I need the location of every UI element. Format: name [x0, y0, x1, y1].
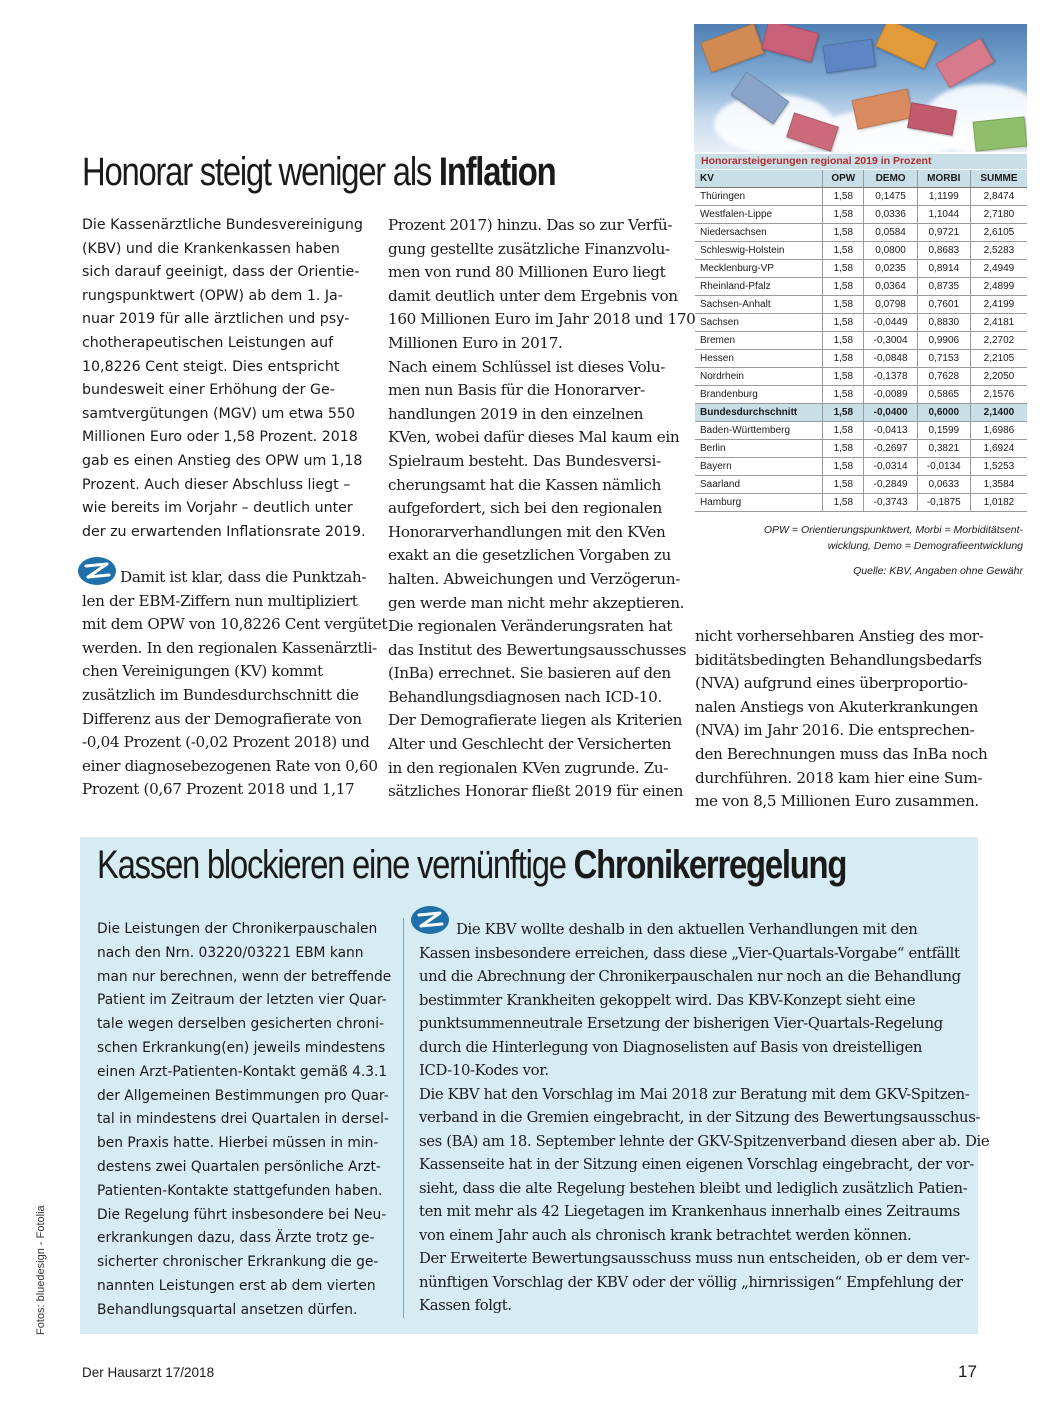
text-line: Der Demografierate liegen als Kriterien [388, 711, 683, 730]
table-row [695, 440, 1027, 458]
table-cell: 2,2050 [970, 368, 1027, 386]
table-cell: -0,0134 [917, 458, 970, 476]
table-row [695, 260, 1027, 278]
table-cell: Schleswig-Holstein [695, 242, 823, 260]
text-line: und die Abrechnung der Chronikerpauschalen nur noch an die Behandlung [419, 968, 961, 985]
text-line: ses (BA) am 18. September lehnte der GKV-Spitzenverband diesen aber ab. Die [419, 1132, 990, 1150]
table-cell: 2,2702 [970, 332, 1027, 350]
text-line: me von 8,5 Millionen Euro zusammen. [695, 792, 979, 811]
text-line: (NVA) aufgrund eines überproportio- [695, 674, 968, 693]
table-cell: 0,6000 [917, 404, 970, 422]
text-line: durchführen. 2018 kam hier eine Sum- [695, 768, 983, 787]
table-row [695, 386, 1027, 404]
text-line: ben Praxis hatte. Hierbei müssen in min- [97, 1135, 379, 1152]
text-line: gab es einen Anstieg des OPW um 1,18 [82, 452, 363, 469]
note-line: wicklung, Demo = Demografieentwicklung [827, 540, 1023, 552]
table-cell: 2,5283 [970, 242, 1027, 260]
table-cell: -0,1378 [864, 368, 917, 386]
text-line: nünftigen Vorschlag der KBV oder der völlig „hirnrissigen“ Empfehlung der [419, 1273, 963, 1291]
text-line: Die regionalen Veränderungsraten hat [388, 617, 673, 636]
text-line: sieht, dass die alte Regelung bestehen bleibt und lediglich zusätzlich Patien- [419, 1179, 968, 1197]
table-cell: -0,2697 [864, 440, 917, 458]
fee-increase-table [695, 170, 1027, 512]
text-line: Patient im Zeitraum der letzten vier Quar- [97, 992, 387, 1009]
table-cell: 1,58 [823, 386, 864, 404]
text-line: Die Kassenärztliche Bundesvereinigung [82, 217, 363, 233]
table-cell: 1,58 [823, 476, 864, 494]
text-line: (InBa) errechnet. Sie basieren auf den [388, 664, 671, 683]
text-line: mit dem OPW von 10,8226 Cent vergütet [82, 615, 388, 634]
table-cell: -0,0314 [864, 458, 917, 476]
table-cell: 0,8830 [917, 314, 970, 332]
table-cell: Westfalen-Lippe [695, 206, 823, 224]
footer-publication: Der Hausarzt 17/2018 [82, 1365, 215, 1380]
text-line: Behandlungsdiagnosen nach ICD-10. [388, 687, 662, 706]
table-row [695, 314, 1027, 332]
text-line: nicht vorhersehbaren Anstieg des mor- [695, 627, 984, 645]
text-line: men nun Basis für die Honorarver- [388, 381, 645, 400]
table-cell: 0,1475 [864, 188, 917, 206]
table-cell: 0,9906 [917, 332, 970, 350]
table-cell: 1,58 [823, 458, 864, 476]
note-line: OPW = Orientierungspunktwert, Morbi = Morbiditätsent- [763, 524, 1023, 536]
text-line: werden. In den regionalen Kassenärztli- [82, 638, 377, 657]
table-cell: 1,58 [823, 314, 864, 332]
box-col2 [419, 918, 989, 1318]
table-cell: 2,8474 [970, 188, 1027, 206]
table-cell: Mecklenburg-VP [695, 260, 823, 278]
table-row [695, 458, 1027, 476]
col1-intro [82, 214, 366, 544]
table-cell: 0,8683 [917, 242, 970, 260]
text-line: samtvergütungen (MGV) um etwa 550 [82, 405, 355, 422]
text-line: Millionen Euro oder 1,58 Prozent. 2018 [82, 429, 358, 446]
text-line: von einem Jahr auch als chronisch krank betrachtet werden können. [419, 1226, 912, 1244]
table-row [695, 494, 1027, 512]
table-cell: Thüringen [695, 188, 823, 206]
table-cell: 1,58 [823, 242, 864, 260]
text-line: Damit ist klar, dass die Punktzah- [120, 568, 367, 586]
text-line: len der EBM-Ziffern nun multipliziert [82, 591, 358, 610]
table-cell: 0,9721 [917, 224, 970, 242]
table-cell: 1,58 [823, 296, 864, 314]
table-row [695, 422, 1027, 440]
table-cell: 1,6986 [970, 422, 1027, 440]
text-line: (NVA) im Jahr 2016. Die entsprechen- [695, 721, 975, 740]
table-cell: -0,0413 [864, 422, 917, 440]
table-cell: Hessen [695, 350, 823, 368]
table-cell: 1,58 [823, 224, 864, 242]
table-cell: 2,1400 [970, 404, 1027, 422]
table-cell: 0,8735 [917, 278, 970, 296]
text-line: rungspunktwert (OPW) ab dem 1. Ja- [82, 287, 343, 304]
table-cell: 1,1044 [917, 206, 970, 224]
text-line: KVen, wobei dafür dieses Mal kaum ein [388, 428, 680, 447]
text-line: in den regionalen KVen zugrunde. Zu- [388, 758, 669, 777]
text-line: erkrankungen dazu, dass Ärzte trotz ge- [97, 1230, 375, 1247]
text-line: Die Leistungen der Chronikerpauschalen [97, 921, 378, 937]
table-cell: 0,5865 [917, 386, 970, 404]
page-number: 17 [958, 1362, 977, 1381]
table-cell: 0,0584 [864, 224, 917, 242]
text-line: nannten Leistungen erst ab dem vierten [97, 1277, 376, 1294]
table-cell: -0,0400 [864, 404, 917, 422]
box-divider [403, 918, 404, 1318]
col1-body [82, 566, 387, 802]
text-line: Die KBV hat den Vorschlag im Mai 2018 zur Beratung mit dem GKV-Spitzen- [419, 1085, 970, 1103]
table-cell: 1,58 [823, 422, 864, 440]
text-line: gung gestellte zusätzliche Finanzvolu- [388, 239, 670, 258]
text-line: der zu erwartenden Inflationsrate 2019. [82, 523, 366, 540]
text-line: Die KBV wollte deshalb in den aktuellen Verhandlungen mit den [456, 921, 918, 938]
col3-body [695, 625, 987, 814]
table-cell: 1,5253 [970, 458, 1027, 476]
table-cell: 1,58 [823, 368, 864, 386]
table-row [695, 224, 1027, 242]
table-cell: 2,4899 [970, 278, 1027, 296]
table-cell: 1,6924 [970, 440, 1027, 458]
text-line: Die Regelung führt insbesondere bei Neu- [97, 1206, 387, 1223]
table-cell: -0,0089 [864, 386, 917, 404]
table-row [695, 476, 1027, 494]
text-line: verband in die Gremien eingebracht, in der Sitzung des Bewertungsausschus- [419, 1109, 981, 1126]
table-header-cell: KV [695, 170, 823, 188]
text-line: nalen Anstiegs von Akuterkrankungen [695, 697, 979, 716]
text-line: biditätsbedingten Behandlungsbedarfs [695, 650, 982, 669]
table-cell: 0,7601 [917, 296, 970, 314]
text-line: Alter und Geschlecht der Versicherten [388, 735, 672, 754]
table-cell: 0,3821 [917, 440, 970, 458]
text-line: Millionen Euro in 2017. [388, 333, 563, 352]
text-line: schen Erkrankung(en) jeweils mindestens [97, 1039, 386, 1056]
table-row [695, 368, 1027, 386]
text-line: gen werde man nicht mehr akzeptieren. [388, 593, 685, 612]
table-cell: 0,8914 [917, 260, 970, 278]
table-header-cell: MORBI [917, 170, 970, 188]
text-line: einer diagnosebezogenen Rate von 0,60 [82, 756, 378, 775]
text-line: Prozent (0,67 Prozent 2018 und 1,17 [82, 780, 355, 799]
text-line: Kassen folgt. [419, 1297, 512, 1314]
table-cell: 2,7180 [970, 206, 1027, 224]
table-cell: Baden-Württemberg [695, 422, 823, 440]
text-line: Differenz aus der Demografierate von [82, 709, 362, 728]
table-cell: 1,58 [823, 260, 864, 278]
text-line: exakt an die gesetzlichen Vorgaben zu [388, 546, 671, 565]
table-cell: 0,0798 [864, 296, 917, 314]
box-col1 [97, 918, 391, 1323]
table-cell: 1,3584 [970, 476, 1027, 494]
text-line: einen Arzt-Patienten-Kontakt gemäß 4.3.1 [97, 1063, 388, 1080]
text-line: Patienten-Kontakte stattgefunden haben. [97, 1182, 383, 1199]
table-cell: -0,0449 [864, 314, 917, 332]
table-cell: Sachsen [695, 314, 823, 332]
euro-banknotes-photo [694, 24, 1027, 152]
table-cell: 1,58 [823, 188, 864, 206]
table-cell: Bayern [695, 458, 823, 476]
table-title: Honorarsteigerungen regional 2019 in Prozent [695, 154, 1027, 169]
col2-body [388, 214, 695, 804]
text-line: punktsummenneutrale Ersetzung der bisherigen Vier-Quartals-Regelung [419, 1015, 943, 1032]
table-cell: 0,0235 [864, 260, 917, 278]
table-cell: 1,58 [823, 206, 864, 224]
table-cell: 1,58 [823, 332, 864, 350]
text-line: destens zwei Quartalen persönliche Arzt- [97, 1158, 381, 1175]
text-line: das Institut des Bewertungsausschusses [388, 640, 687, 659]
table-cell: 0,0800 [864, 242, 917, 260]
table-row [695, 188, 1027, 206]
table-cell: 1,58 [823, 494, 864, 512]
table-cell: Berlin [695, 440, 823, 458]
table-cell: Brandenburg [695, 386, 823, 404]
text-line: halten. Abweichungen und Verzögerun- [388, 569, 681, 588]
text-line: handlungen 2019 in den einzelnen [388, 404, 644, 423]
table-row [695, 206, 1027, 224]
table-cell: Nordrhein [695, 368, 823, 386]
text-line: chen Vereinigungen (KV) kommt [82, 662, 323, 681]
text-line: -0,04 Prozent (-0,02 Prozent 2018) und [82, 733, 370, 752]
text-line: Spielraum besteht. Das Bundesversi- [388, 451, 661, 470]
table-cell: 0,7153 [917, 350, 970, 368]
text-line: ten mit mehr als 42 Liegetagen im Krankenhaus innerhalb eines Zeitraums [419, 1203, 960, 1220]
table-cell: -0,1875 [917, 494, 970, 512]
table-cell: -0,0848 [864, 350, 917, 368]
table-source: Quelle: KBV, Angaben ohne Gewähr [853, 565, 1023, 577]
table-cell: 0,0336 [864, 206, 917, 224]
text-line: Kassen insbesondere erreichen, dass diese „Vier-Quartals-Vorgabe“ entfällt [419, 944, 960, 962]
table-row [695, 350, 1027, 368]
text-line: Kassenseite hat in der Sitzung einen eigenen Vorschlag eingebracht, der vor- [419, 1156, 974, 1173]
text-line: wie bereits im Vorjahr – deutlich unter [82, 500, 353, 517]
table-cell: 0,1599 [917, 422, 970, 440]
table-row [695, 296, 1027, 314]
table-cell: 2,1576 [970, 386, 1027, 404]
table-cell: 2,2105 [970, 350, 1027, 368]
text-line: damit deutlich unter dem Ergebnis von [388, 286, 678, 305]
text-line: der Allgemeinen Bestimmungen pro Quar- [97, 1087, 389, 1104]
text-line: Prozent. Auch dieser Abschluss liegt – [82, 476, 351, 493]
text-line: zusätzlich im Bundesdurchschnitt die [82, 685, 359, 704]
text-line: 160 Millionen Euro im Jahr 2018 und 170 [388, 310, 696, 329]
table-cell: Rheinland-Pfalz [695, 278, 823, 296]
table-cell: Sachsen-Anhalt [695, 296, 823, 314]
text-line: sätzliches Honorar fließt 2019 für einen [388, 782, 684, 801]
table-cell: 1,1199 [917, 188, 970, 206]
table-cell: 1,58 [823, 350, 864, 368]
text-line: bestimmter Krankheiten gekoppelt wird. Das KBV-Konzept sieht eine [419, 991, 916, 1009]
text-line: Behandlungsquartal ansetzen dürfen. [97, 1301, 358, 1318]
table-cell: 1,0182 [970, 494, 1027, 512]
table-cell: -0,2849 [864, 476, 917, 494]
headline-inflation: Honorar steigt weniger als Inflation [82, 150, 556, 194]
text-line: sich darauf geeinigt, dass der Orientie- [82, 264, 360, 281]
table-header-cell: OPW [823, 170, 864, 188]
table-cell: 1,58 [823, 278, 864, 296]
text-line: Nach einem Schlüssel ist dieses Volu- [388, 357, 665, 376]
table-cell: 0,0633 [917, 476, 970, 494]
text-line: men von rund 80 Millionen Euro liegt [388, 263, 666, 282]
text-line: nach den Nrn. 03220/03221 EBM kann [97, 944, 364, 961]
table-cell: Saarland [695, 476, 823, 494]
text-line: ICD-10-Kodes vor. [419, 1062, 549, 1079]
table-cell: -0,3743 [864, 494, 917, 512]
table-cell: 2,4199 [970, 296, 1027, 314]
text-line: tal in mindestens drei Quartalen in dersel- [97, 1111, 389, 1128]
text-line: 10,8226 Cent steigt. Dies entspricht [82, 358, 340, 375]
table-row [695, 404, 1027, 422]
text-line: chotherapeutischen Leistungen auf [82, 334, 334, 351]
table-cell: Hamburg [695, 494, 823, 512]
text-line: Prozent 2017) hinzu. Das so zur Verfü- [388, 216, 673, 234]
table-cell: -0,3004 [864, 332, 917, 350]
table-cell: 0,0364 [864, 278, 917, 296]
table-header-cell: SUMME [970, 170, 1027, 188]
photo-credit: Fotos: bluedesign - Fotolia [35, 1205, 47, 1335]
text-line: bundesweit einer Erhöhung der Ge- [82, 382, 335, 399]
table-cell: 0,7628 [917, 368, 970, 386]
table-cell: 1,58 [823, 440, 864, 458]
table-row [695, 242, 1027, 260]
text-line: cherungsamt hat die Kassen nämlich [388, 475, 662, 494]
table-cell: Bremen [695, 332, 823, 350]
text-line: Der Erweiterte Bewertungsausschuss muss nun entscheiden, ob er dem ver- [419, 1250, 970, 1267]
text-line: tale wegen derselben gesicherten chroni- [97, 1016, 385, 1033]
table-cell: 2,4181 [970, 314, 1027, 332]
text-line: (KBV) und die Krankenkassen haben [82, 240, 340, 257]
text-line: aufgefordert, sich bei den regionalen [388, 499, 662, 518]
table-row [695, 332, 1027, 350]
table-cell: 1,58 [823, 404, 864, 422]
text-line: den Berechnungen muss das InBa noch [695, 744, 988, 763]
table-row [695, 278, 1027, 296]
table-cell: 2,6105 [970, 224, 1027, 242]
text-line: durch die Hinterlegung von Diagnoselisten auf Basis von dreistelligen [419, 1038, 923, 1056]
text-line: sicherter chronischer Erkrankung die ge- [97, 1254, 379, 1271]
table-cell: Niedersachsen [695, 224, 823, 242]
table-note [695, 522, 1023, 554]
table-cell: 2,4949 [970, 260, 1027, 278]
text-line: man nur berechnen, wenn der betreffende [97, 968, 392, 985]
text-line: nuar 2019 für alle ärztlichen und psy- [82, 311, 350, 328]
table-cell: Bundesdurchschnitt [695, 404, 823, 422]
text-line: Honorarverhandlungen mit den KVen [388, 522, 666, 541]
table-header-cell: DEMO [864, 170, 917, 188]
headline-chroniker: Kassen blockieren eine vernünftige Chronikerregelung [97, 843, 847, 887]
